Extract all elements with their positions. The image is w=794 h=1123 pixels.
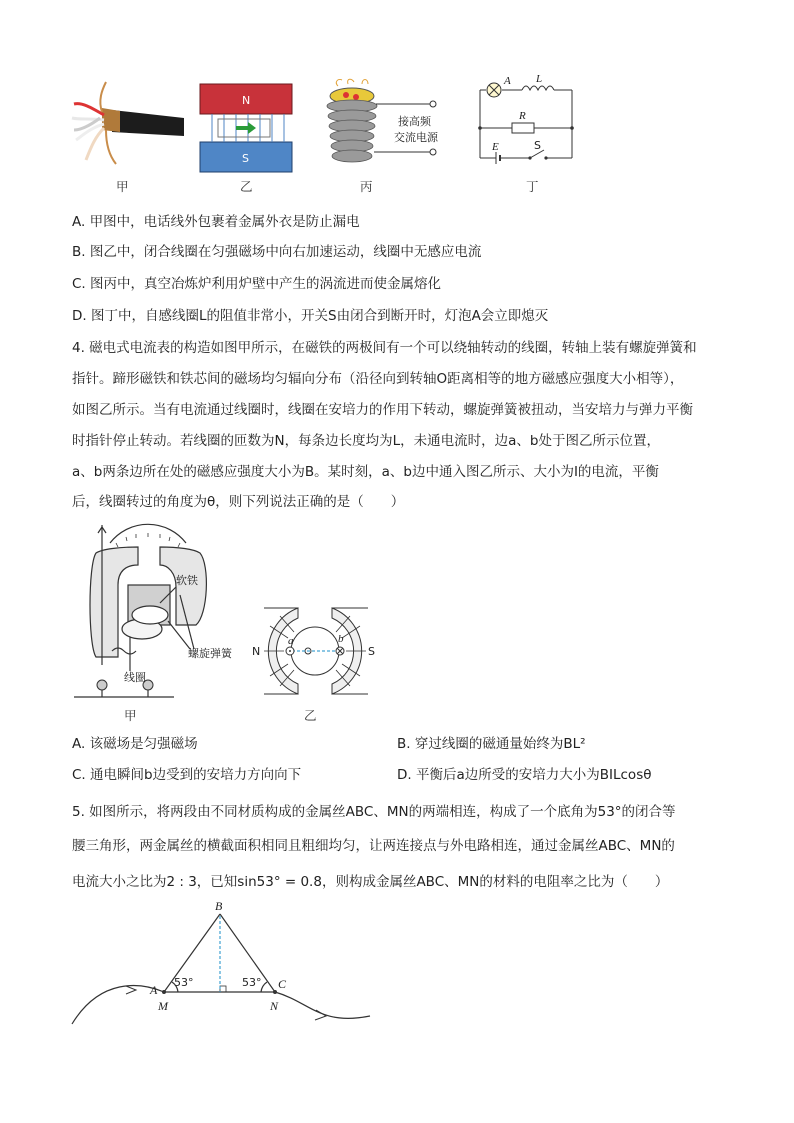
q3-option-b: B. 图乙中，闭合线圈在匀强磁场中向右加速运动，线圈中无感应电流 — [72, 244, 482, 260]
q4-option-b: B. 穿过线圈的磁通量始终为BL² — [397, 736, 586, 752]
furnace-label-line1: 接高频 — [398, 115, 431, 128]
figure-inductor-circuit — [470, 72, 580, 168]
cable-sheath — [102, 108, 184, 136]
magnet-north-label: N — [242, 94, 251, 107]
edge-b-label: b — [338, 633, 344, 645]
label-spiral-spring: 螺旋弹簧 — [188, 647, 232, 660]
furnace-label-line2: 交流电源 — [394, 131, 438, 144]
point-n-label: N — [270, 999, 279, 1013]
caption-ding: 丁 — [526, 179, 539, 194]
figure-galvanometer — [72, 525, 242, 710]
caption-yi: 乙 — [240, 179, 253, 194]
caption-fig-jia: 甲 — [124, 708, 137, 723]
circuit-switch-label: S — [534, 139, 541, 152]
radial-north-label: N — [252, 645, 261, 658]
vertex-c-label: C — [278, 977, 287, 991]
q4-text-line-2: 指针。蹄形磁铁和铁芯间的磁场均匀辐向分布（沿径向到转轴O距离相等的地方磁感应强度大小相等）， — [72, 371, 684, 387]
q4-text-line-3: 如图乙所示。当有电流通过线圈时，线圈在安培力的作用下转动，螺旋弹簧被扭动，当安培力与弹力平衡 — [72, 402, 693, 418]
angle-right-label: 53° — [242, 976, 262, 989]
magnet-south-label: S — [242, 152, 249, 165]
q4-option-a: A. 该磁场是匀强磁场 — [72, 736, 198, 752]
figure-radial-field — [250, 606, 380, 698]
motion-arrow-icon — [236, 122, 256, 134]
q4-text-line-4: 时指针停止转动。若线圈的匝数为N，每条边长度均为L，未通电流时，边a、b处于图乙所示位置， — [72, 433, 660, 449]
radial-south-label: S — [368, 645, 375, 658]
q3-option-a: A. 甲图中，电话线外包裹着金属外衣是防止漏电 — [72, 214, 360, 230]
circuit-lamp-label: A — [504, 75, 511, 87]
q4-text-line-5: a、b两条边所在处的磁感应强度大小为B。某时刻，a、b边中通入图乙所示、大小为I的电流，平衡 — [72, 464, 659, 480]
q4-option-c: C. 通电瞬间b边受到的安培力方向向下 — [72, 767, 302, 783]
circuit-resistor-label: R — [519, 110, 526, 122]
caption-jia: 甲 — [116, 179, 129, 194]
edge-a-label: a — [288, 635, 294, 647]
figure-cable — [72, 80, 187, 170]
q3-option-d: D. 图丁中，自感线圈L的阻值非常小，开关S由闭合到断开时，灯泡A会立即熄灭 — [72, 308, 549, 324]
q4-option-d: D. 平衡后a边所受的安培力大小为BILcosθ — [397, 767, 652, 783]
label-soft-iron: 软铁 — [176, 574, 198, 587]
vertex-b-label: B — [215, 899, 223, 913]
q3-option-c: C. 图丙中，真空冶炼炉利用炉壁中产生的涡流进而使金属熔化 — [72, 276, 442, 292]
figure-induction-furnace — [318, 78, 458, 176]
current-in-arrow-icon — [126, 986, 136, 994]
label-coil: 线圈 — [124, 671, 146, 684]
q5-text-line-3: 电流大小之比为2 : 3，已知sin53° = 0.8，则构成金属丝ABC、MN的材料的电阻率之比为（ ） — [72, 874, 669, 890]
vertex-a-label: A — [150, 983, 158, 997]
caption-fig-yi: 乙 — [304, 708, 317, 723]
q4-text-line-6: 后，线圈转过的角度为θ，则下列说法正确的是（ ） — [72, 494, 405, 510]
q5-text-line-1: 5. 如图所示，将两段由不同材质构成的金属丝ABC、MN的两端相连，构成了一个底角为53°的闭合等 — [72, 804, 676, 820]
figure-magnet-field — [198, 82, 294, 174]
circuit-battery-label: E — [492, 141, 499, 153]
circuit-inductor-label: L — [536, 73, 543, 85]
angle-left-label: 53° — [174, 976, 194, 989]
q4-text-line-1: 4. 磁电式电流表的构造如图甲所示，在磁铁的两极间有一个可以绕轴转动的线圈，转轴上装有螺旋弹簧和 — [72, 340, 697, 356]
figure-triangle-circuit — [70, 898, 380, 1033]
q5-text-line-2: 腰三角形，两金属丝的横截面积相同且粗细均匀，让两连接点与外电路相连，通过金属丝ABC、MN的 — [72, 838, 675, 854]
point-m-label: M — [158, 999, 168, 1013]
caption-bing: 丙 — [360, 179, 373, 194]
